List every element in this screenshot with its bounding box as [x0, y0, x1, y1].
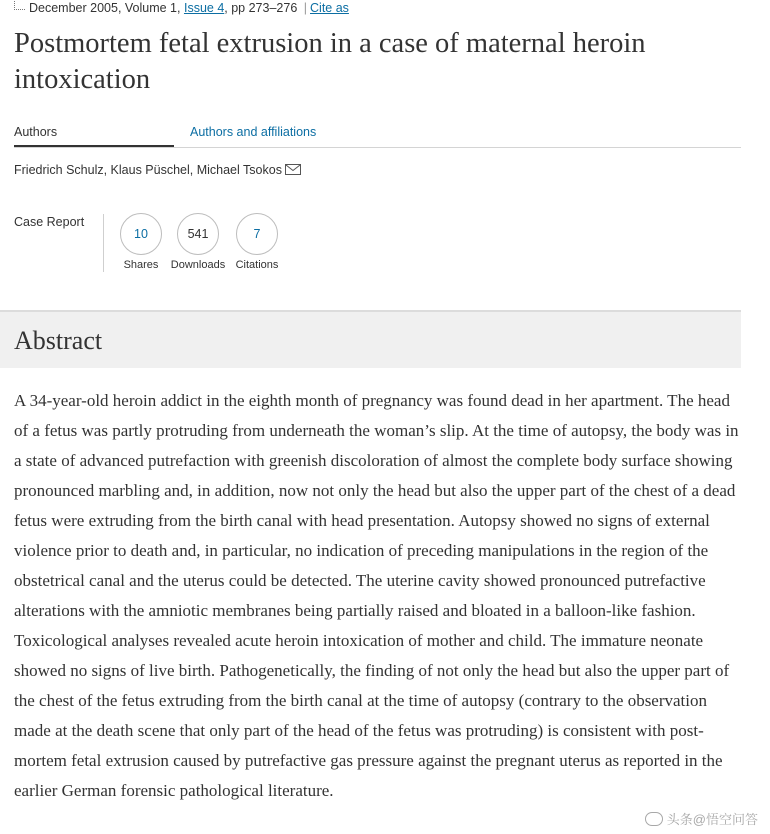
- downloads-label: Downloads: [170, 259, 226, 271]
- tab-authors[interactable]: Authors: [14, 124, 174, 147]
- watermark-bubble-icon: [645, 812, 663, 826]
- separator: |: [303, 1, 308, 15]
- downloads-count: 541: [177, 213, 219, 255]
- abstract-section-header: [0, 310, 741, 368]
- issue-link[interactable]: Issue 4: [183, 1, 225, 15]
- abstract-body: A 34-year-old heroin addict in the eighth month of pregnancy was found dead in her apartment. The head of a fetus was partly protruding from underneath the woman’s slip. At the time of autopsy, the body was in a state of advanced putrefaction with greenish discoloration of almost the complete body surface showing pronounced marbling and, in addition, now not only the head but also the upper part of the chest of a dead fetus were extruding from the birth canal with head presentation. Autopsy showed no signs of external violence prior to death and, in particular, no indication of preceding manipulations in the region of the obstetrical canal and the uterus could be detected. The uterine cavity showed pronounced putrefactive alterations with the amniotic membranes being partially raised and bloated in a balloon-like fashion. Toxicological analyses revealed acute heroin intoxication of mother and child. The immature neonate showed no signs of live birth. Pathogenetically, the finding of not only the head but also the upper part of the chest of the fetus extruding from the birth canal at the time of autopsy (contrary to the observation made at the death scene that only part of the head of the fetus was protruding) is consistent with post-mortem fetal extrusion caused by putrefactive gas pressure against the pregnant uterus as reported in the earlier German forensic pathological literature.: [14, 391, 739, 800]
- tab-authors-and-affiliations[interactable]: Authors and affiliations: [190, 125, 317, 139]
- shares-label: Shares: [123, 259, 159, 271]
- corner-connector-icon: [14, 1, 25, 10]
- article-title: Postmortem fetal extrusion in a case of maternal heroin intoxication: [14, 28, 646, 95]
- author-names[interactable]: Friedrich Schulz, Klaus Püschel, Michael Tsokos: [14, 163, 282, 177]
- abstract-heading: Abstract: [14, 326, 103, 355]
- author-tabs: [14, 124, 741, 148]
- shares-count[interactable]: 10: [120, 213, 162, 255]
- metrics-divider: [103, 214, 104, 272]
- watermark: [645, 809, 758, 828]
- envelope-icon[interactable]: [285, 164, 301, 175]
- article-type: Case Report: [14, 215, 85, 229]
- date-volume: December 2005, Volume 1,: [29, 1, 181, 15]
- watermark-text: 头条@悟空问答: [666, 812, 758, 827]
- citations-label: Citations: [235, 259, 279, 271]
- publication-info: [14, 1, 349, 17]
- cite-as-link[interactable]: Cite as: [310, 1, 349, 15]
- authors-list: [14, 163, 301, 177]
- citations-count[interactable]: 7: [236, 213, 278, 255]
- pages-range: , pp 273–276: [224, 1, 298, 15]
- metric-citations[interactable]: [222, 213, 292, 271]
